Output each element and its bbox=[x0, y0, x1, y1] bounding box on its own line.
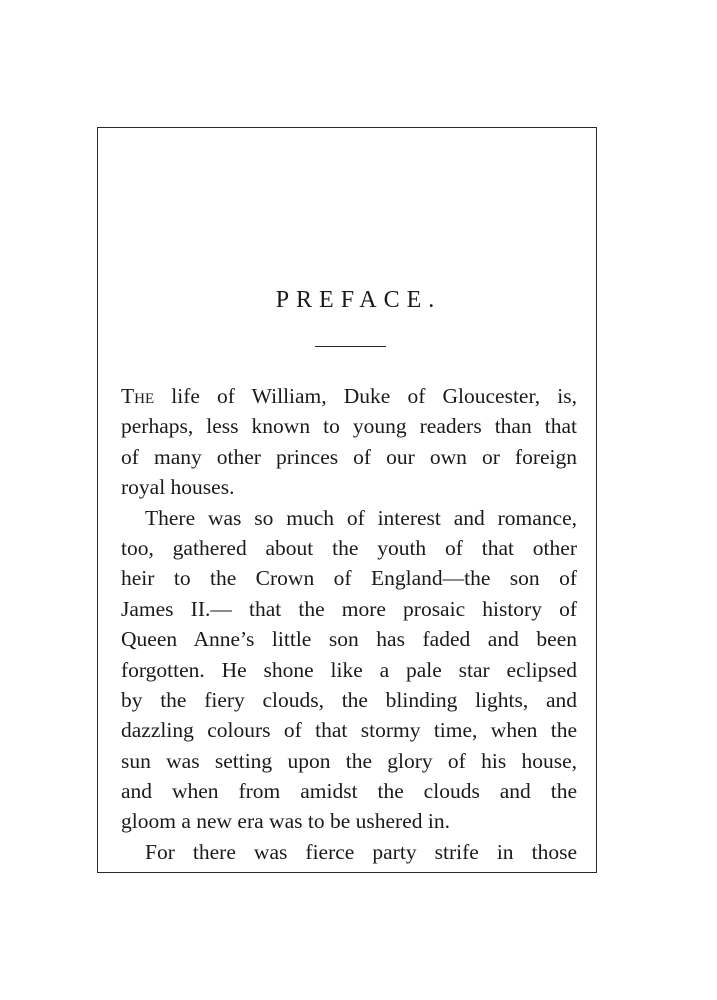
text-line: by the fiery clouds, the blinding lights, and bbox=[121, 687, 577, 712]
text-line: forgotten. He shone like a pale star eclipsed bbox=[121, 657, 577, 682]
text-line: heir to the Crown of England—the son of bbox=[121, 566, 577, 591]
page-title: PREFACE. bbox=[275, 287, 442, 313]
text-line: sun was setting upon the glory of his house, bbox=[121, 748, 577, 773]
text-line: royal houses. bbox=[121, 475, 235, 500]
preface-body bbox=[121, 381, 577, 867]
text-line: too, gathered about the youth of that other bbox=[121, 535, 577, 560]
text-line: gloom a new era was to be ushered in. bbox=[121, 809, 450, 834]
text-line: For there was fierce party strife in those bbox=[145, 839, 577, 864]
text-line: perhaps, less known to young readers than that bbox=[121, 414, 577, 439]
title-rule-divider bbox=[315, 346, 386, 347]
text-line: dazzling colours of that stormy time, when the bbox=[121, 718, 577, 743]
text-line bbox=[121, 381, 577, 411]
text-line-content: life of William, Duke of Gloucester, is, bbox=[154, 384, 577, 408]
text-line: There was so much of interest and romance, bbox=[145, 505, 577, 530]
text-line: and when from amidst the clouds and the bbox=[121, 779, 577, 804]
drop-word: The bbox=[121, 384, 155, 408]
text-line: Queen Anne’s little son has faded and been bbox=[121, 627, 577, 652]
text-line: of many other princes of our own or foreign bbox=[121, 444, 577, 469]
text-line: James II.— that the more prosaic history of bbox=[121, 596, 577, 621]
